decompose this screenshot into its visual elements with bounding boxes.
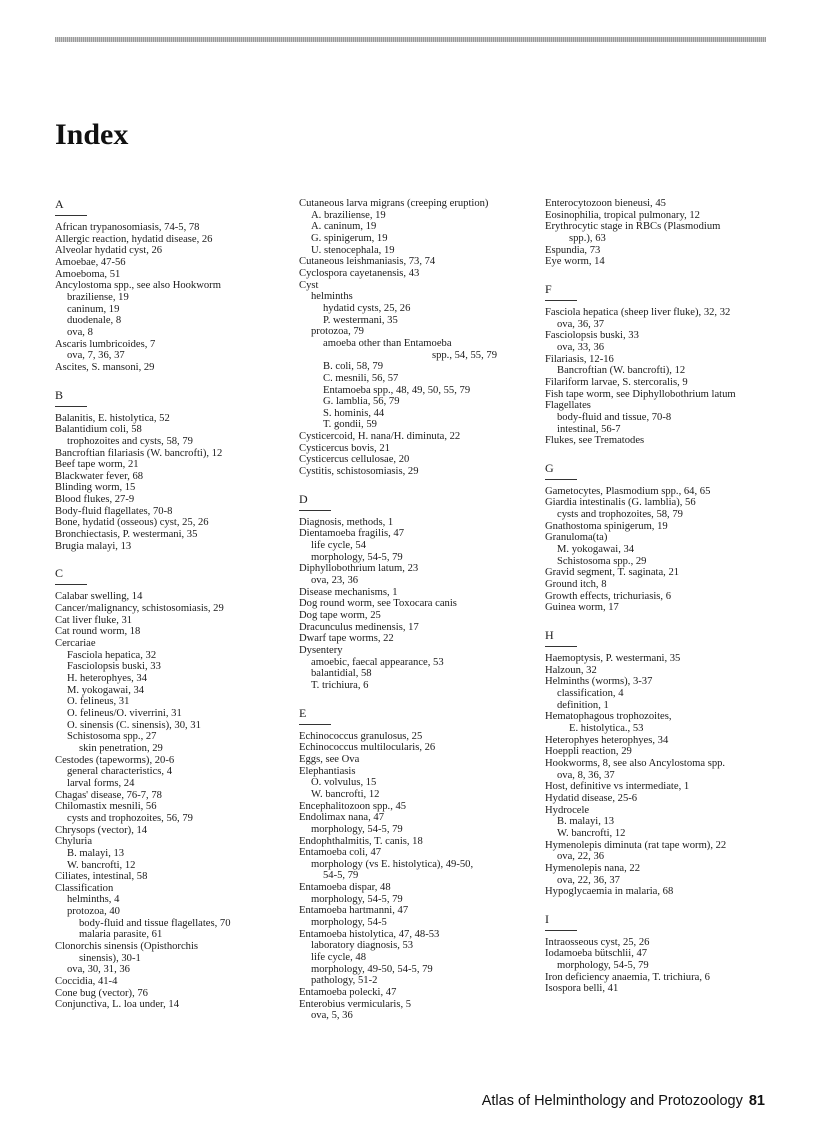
index-entry: Entamoeba histolytica, 47, 48-53 [299, 928, 440, 940]
index-entry: cysts and trophozoites, 58, 79 [557, 509, 683, 521]
index-entry: protozoa, 40 [67, 906, 120, 918]
index-entry: Iodamoeba bütschlii, 47 [545, 948, 648, 960]
index-column-2 [299, 198, 537, 1022]
index-entry: helminths [311, 291, 353, 303]
index-entry: Enterocytozoon bieneusi, 45 [545, 198, 666, 209]
index-entry: helminths, 4 [67, 894, 120, 906]
index-entry: Bone, hydatid (osseous) cyst, 25, 26 [55, 517, 209, 529]
section-letter: A [55, 198, 287, 210]
index-entry: morphology, 54-5, 79 [311, 551, 403, 563]
index-entry: Ascites, S. mansoni, 29 [55, 361, 155, 373]
index-entry: general characteristics, 4 [67, 766, 172, 778]
index-entry: Cutaneous leishmaniasis, 73, 74 [299, 256, 436, 268]
index-entry: W. bancrofti, 12 [557, 827, 626, 839]
index-entry: Hymenolepis nana, 22 [545, 862, 641, 874]
index-entry: M. yokogawai, 34 [67, 684, 145, 696]
index-entry: Intraosseous cyst, 25, 26 [545, 936, 650, 948]
index-entry: A. braziliense, 19 [311, 209, 386, 221]
book-title: Atlas of Helminthology and Protozoology [481, 1093, 743, 1109]
index-entry: Echinococcus multilocularis, 26 [299, 742, 436, 754]
index-entry: Flagellates [545, 400, 591, 412]
index-entry: Host, definitive vs intermediate, 1 [545, 781, 690, 793]
section-letter: E [299, 707, 537, 719]
index-entry: Blinding worm, 15 [55, 482, 136, 494]
index-column-3 [545, 198, 771, 995]
index-entry: Fish tape worm, see Diphyllobothrium latum [545, 388, 736, 400]
index-entry: Eosinophilia, tropical pulmonary, 12 [545, 209, 700, 221]
index-entry: Ancylostoma spp., see also Hookworm [55, 280, 221, 292]
index-entry: spp., 54, 55, 79 [431, 349, 497, 361]
index-entry: Chyluria [55, 836, 93, 848]
index-entry: Cat liver fluke, 31 [55, 614, 133, 626]
index-entry: Growth effects, trichuriasis, 6 [545, 590, 672, 602]
index-entry: ova, 22, 36, 37 [557, 874, 620, 886]
index-entry: B. malayi, 13 [557, 816, 615, 828]
section-letter: C [55, 567, 287, 579]
index-entry: ova, 33, 36 [557, 341, 605, 353]
index-entry: Dwarf tape worms, 22 [299, 633, 394, 645]
index-entry: Diphyllobothrium latum, 23 [299, 563, 419, 575]
index-entry: Blood flukes, 27-9 [55, 494, 135, 506]
section-letter: F [545, 283, 771, 295]
index-entry: Entamoeba polecki, 47 [299, 987, 397, 999]
index-entry: Fasciolopsis buski, 33 [545, 330, 639, 342]
index-entry: body-fluid and tissue, 70-8 [557, 411, 672, 423]
index-entry: Hymenolepis diminuta (rat tape worm), 22 [545, 839, 727, 851]
index-entry: Balanitis, E. histolytica, 52 [55, 412, 170, 424]
index-entry: Alveolar hydatid cyst, 26 [55, 245, 163, 257]
section-letter: I [545, 913, 771, 925]
index-entry: Eye worm, 14 [545, 256, 605, 268]
index-entry: Schistosoma spp., 29 [557, 555, 647, 567]
index-entry: Amoebae, 47-56 [55, 256, 126, 268]
index-entry: Flukes, see Trematodes [545, 435, 645, 447]
index-entry: Beef tape worm, 21 [55, 459, 139, 471]
index-entry: life cycle, 54 [311, 540, 367, 552]
index-entry: Allergic reaction, hydatid disease, 26 [55, 233, 213, 245]
index-entry: Conjunctiva, L. loa under, 14 [55, 999, 180, 1011]
index-entry: H. heterophyes, 34 [67, 673, 148, 684]
index-entry: morphology, 54-5, 79 [311, 823, 403, 835]
page-number: 81 [748, 1093, 765, 1109]
index-entry: Fasciola hepatica, 32 [67, 649, 157, 661]
index-entry: amoebic, faecal appearance, 53 [311, 656, 444, 668]
index-entry: morphology, 54-5 [311, 917, 387, 929]
index-entry: W. bancrofti, 12 [311, 788, 380, 800]
index-entry: Echinococcus granulosus, 25 [299, 730, 423, 742]
index-entry: Cone bug (vector), 76 [55, 987, 148, 999]
index-entry: Fasciola hepatica (sheep liver fluke), 32, 32 [545, 306, 731, 318]
index-entry: duodenale, 8 [67, 315, 122, 327]
index-entry: Calabar swelling, 14 [55, 591, 143, 603]
index-entry: O. sinensis (C. sinensis), 30, 31 [67, 719, 201, 731]
index-entry: Hookworms, 8, see also Ancylostoma spp. [545, 757, 726, 769]
index-entry: Diagnosis, methods, 1 [299, 516, 394, 528]
index-entry: Eggs, see Ova [299, 753, 360, 765]
index-entry: Entamoeba spp., 48, 49, 50, 55, 79 [323, 384, 471, 396]
index-entry: Chrysops (vector), 14 [55, 824, 148, 836]
index-entry: Dysentery [299, 644, 343, 656]
index-entry: Gametocytes, Plasmodium spp., 64, 65 [545, 485, 711, 497]
index-entry: O. felineus/O. viverrini, 31 [67, 707, 182, 719]
index-entry: Dientamoeba fragilis, 47 [299, 528, 405, 540]
index-entry: E. histolytica., 53 [569, 722, 644, 734]
index-entry: Espundia, 73 [545, 244, 601, 256]
index-entry: Encephalitozoon spp., 45 [299, 800, 407, 812]
index-entry: Body-fluid flagellates, 70-8 [55, 505, 173, 517]
index-entry: Hydatid disease, 25-6 [545, 792, 638, 804]
index-entry: Entamoeba coli, 47 [299, 847, 382, 859]
index-entry: G. spinigerum, 19 [311, 232, 388, 244]
index-entry: Cercariae [55, 638, 96, 650]
top-rule [55, 37, 766, 42]
index-entry: Cysticercoid, H. nana/H. diminuta, 22 [299, 431, 461, 443]
index-entry: Cysticercus bovis, 21 [299, 442, 390, 454]
index-entry: Elephantiasis [299, 765, 356, 777]
index-entry: C. mesnili, 56, 57 [323, 372, 399, 384]
index-entry: Cyst [299, 279, 319, 291]
index-entry: Granuloma(ta) [545, 532, 608, 544]
index-entry: ova, 30, 31, 36 [67, 964, 130, 976]
index-entry: trophozoites and cysts, 58, 79 [67, 435, 193, 447]
index-entry: laboratory diagnosis, 53 [311, 940, 414, 952]
index-entry: Isospora belli, 41 [545, 983, 619, 995]
index-entry: Amoeboma, 51 [55, 268, 121, 280]
index-entry: balantidial, 58 [311, 668, 372, 680]
index-entry: protozoa, 79 [311, 326, 364, 338]
index-entry: Bancroftian (W. bancrofti), 12 [557, 365, 686, 377]
index-entry: African trypanosomiasis, 74-5, 78 [55, 222, 200, 233]
index-entry: Cystitis, schistosomiasis, 29 [299, 466, 419, 478]
index-entry: G. lamblia, 56, 79 [323, 396, 400, 408]
index-entry: W. bancrofti, 12 [67, 859, 136, 871]
index-entry: amoeba other than Entamoeba [323, 337, 452, 349]
index-entry: Cutaneous larva migrans (creeping eruption) [299, 198, 489, 209]
index-entry: M. yokogawai, 34 [557, 544, 635, 556]
index-entry: definition, 1 [557, 699, 609, 711]
index-entry: S. hominis, 44 [323, 407, 385, 419]
index-entry: Coccidia, 41-4 [55, 976, 118, 988]
page-footer [480, 1093, 765, 1109]
index-entry: sinensis), 30-1 [79, 952, 141, 964]
index-entry: Disease mechanisms, 1 [299, 586, 398, 598]
index-entry: Fasciolopsis buski, 33 [67, 661, 161, 673]
index-entry: Balantidium coli, 58 [55, 424, 142, 436]
index-entry: Halzoun, 32 [545, 664, 597, 676]
section-letter: D [299, 493, 537, 505]
index-entry: intestinal, 56-7 [557, 423, 621, 435]
index-entry: B. malayi, 13 [67, 847, 125, 859]
index-entry: Cancer/malignancy, schistosomiasis, 29 [55, 603, 224, 615]
index-entry: Enterobius vermicularis, 5 [299, 998, 412, 1010]
section-letter: B [55, 389, 287, 401]
index-entry: Dog round worm, see Toxocara canis [299, 598, 457, 610]
index-entry: Giardia intestinalis (G. lamblia), 56 [545, 497, 696, 509]
index-entry: Chagas' disease, 76-7, 78 [55, 789, 162, 801]
index-entry: Hematophagous trophozoites, [545, 711, 672, 723]
index-entry: Chilomastix mesnili, 56 [55, 801, 157, 813]
index-entry: morphology (vs E. histolytica), 49-50, [311, 858, 474, 870]
index-entry: Guinea worm, 17 [545, 602, 619, 614]
index-entry: B. coli, 58, 79 [323, 361, 384, 373]
index-entry: cysts and trophozoites, 56, 79 [67, 812, 193, 824]
section-letter: H [545, 629, 771, 641]
index-entry: morphology, 54-5, 79 [311, 893, 403, 905]
index-entry: Endolimax nana, 47 [299, 812, 385, 824]
index-entry: ova, 8, 36, 37 [557, 769, 615, 781]
index-entry: Ascaris lumbricoides, 7 [55, 338, 156, 350]
index-entry: classification, 4 [557, 688, 624, 699]
index-entry: malaria parasite, 61 [79, 929, 163, 941]
index-entry: 54-5, 79 [323, 870, 359, 882]
index-entry: Ciliates, intestinal, 58 [55, 871, 148, 883]
index-entry: larval forms, 24 [67, 777, 135, 789]
index-entry: A. caninum, 19 [311, 221, 377, 233]
index-entry: ova, 23, 36 [311, 575, 359, 587]
index-entry: Cyclospora cayetanensis, 43 [299, 267, 420, 279]
index-entry: morphology, 54-5, 79 [557, 960, 649, 972]
index-entry: Hypoglycaemia in malaria, 68 [545, 886, 674, 898]
index-entry: T. trichiura, 6 [311, 679, 369, 691]
index-entry: Gravid segment, T. saginata, 21 [545, 567, 680, 579]
index-entry: Entamoeba dispar, 48 [299, 882, 391, 894]
index-entry: life cycle, 48 [311, 952, 367, 964]
index-entry: body-fluid and tissue flagellates, 70 [79, 917, 231, 929]
index-entry: ova, 7, 36, 37 [67, 350, 125, 362]
index-entry: Cysticercus cellulosae, 20 [299, 454, 410, 466]
index-entry: Gnathostoma spinigerum, 19 [545, 520, 668, 532]
index-entry: Bronchiectasis, P. westermani, 35 [55, 529, 198, 541]
index-entry: Dog tape worm, 25 [299, 610, 381, 621]
index-entry: Hoeppli reaction, 29 [545, 746, 632, 758]
index-entry: Ground itch, 8 [545, 579, 607, 591]
index-entry: O. volvulus, 15 [311, 777, 377, 789]
index-entry: ova, 5, 36 [311, 1010, 353, 1022]
index-entry: Heterophyes heterophyes, 34 [545, 734, 669, 746]
section-letter: G [545, 462, 771, 474]
index-entry: Clonorchis sinensis (Opisthorchis [55, 941, 199, 953]
index-entry: Hydrocele [545, 804, 590, 816]
index-entry: Blackwater fever, 68 [55, 470, 144, 482]
index-entry: U. stenocephala, 19 [311, 244, 395, 256]
index-entry: spp.), 63 [569, 232, 606, 244]
index-entry: morphology, 49-50, 54-5, 79 [311, 963, 433, 975]
index-entry: Dracunculus medinensis, 17 [299, 621, 419, 633]
index-entry: Haemoptysis, P. westermani, 35 [545, 653, 681, 665]
index-column-1 [55, 198, 287, 1011]
index-entry: ova, 8 [67, 326, 93, 338]
index-entry: braziliense, 19 [67, 291, 129, 303]
index-entry: Helminths (worms), 3-37 [545, 676, 653, 688]
index-entry: Classification [55, 882, 114, 894]
index-entry: Brugia malayi, 13 [55, 540, 132, 552]
index-entry: T. gondii, 59 [323, 419, 377, 431]
index-entry: Cestodes (tapeworms), 20-6 [55, 754, 175, 766]
index-entry: Filariform larvae, S. stercoralis, 9 [545, 376, 688, 388]
index-entry: Bancroftian filariasis (W. bancrofti), 12 [55, 447, 223, 459]
index-entry: Cat round worm, 18 [55, 626, 141, 638]
index-entry: skin penetration, 29 [79, 742, 163, 754]
index-entry: Filariasis, 12-16 [545, 353, 614, 365]
index-entry: Iron deficiency anaemia, T. trichiura, 6 [545, 971, 710, 983]
index-entry: caninum, 19 [67, 303, 120, 315]
index-entry: ova, 36, 37 [557, 318, 605, 330]
index-entry: Entamoeba hartmanni, 47 [299, 905, 409, 917]
index-entry: hydatid cysts, 25, 26 [323, 302, 411, 314]
index-entry: Endophthalmitis, T. canis, 18 [299, 835, 423, 847]
index-entry: pathology, 51-2 [311, 975, 378, 987]
index-entry: Erythrocytic stage in RBCs (Plasmodium [545, 221, 721, 233]
index-entry: Schistosoma spp., 27 [67, 731, 157, 743]
index-entry: O. felineus, 31 [67, 696, 130, 708]
index-entry: ova, 22, 36 [557, 851, 605, 863]
page-title: Index [55, 118, 129, 151]
index-entry: P. westermani, 35 [323, 314, 398, 326]
